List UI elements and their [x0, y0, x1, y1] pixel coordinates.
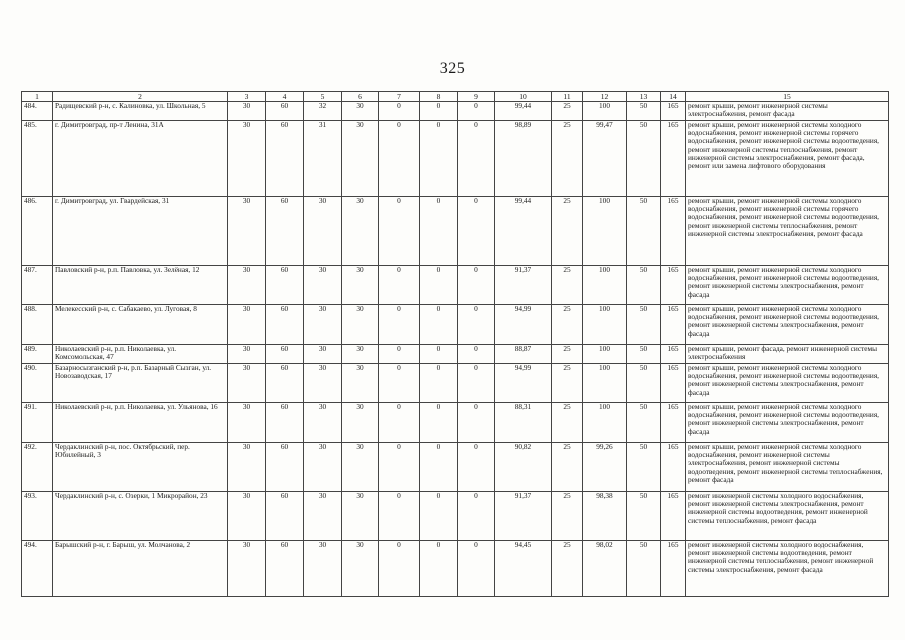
- value-cell-c5: 30: [304, 197, 342, 266]
- value-cell-c9: 0: [458, 197, 495, 266]
- value-cell-c7: 0: [379, 541, 420, 597]
- value-cell-c5: 32: [304, 102, 342, 121]
- value-cell-c14: 165: [661, 121, 686, 197]
- value-cell-c9: 0: [458, 266, 495, 305]
- value-cell-c4: 60: [266, 305, 304, 345]
- table-row: [22, 403, 889, 443]
- col-header-13: 13: [627, 92, 661, 102]
- value-cell-c12: 100: [583, 364, 627, 403]
- col-header-15: 15: [686, 92, 889, 102]
- table-row: [22, 492, 889, 541]
- works-cell: ремонт крыши, ремонт инженерной системы холодного водоснабжения, ремонт инженерной системы водоотведения, ремонт инженерной системы электроснабжения, ремонт фасада: [686, 305, 889, 345]
- works-cell: ремонт крыши, ремонт инженерной системы холодного водоснабжения, ремонт инженерной системы водоотведения, ремонт инженерной системы электроснабжения, ремонт фасада: [686, 266, 889, 305]
- value-cell-c11: 25: [552, 305, 583, 345]
- value-cell-c6: 30: [342, 541, 379, 597]
- value-cell-c10: 99,44: [495, 102, 552, 121]
- value-cell-c7: 0: [379, 364, 420, 403]
- address-cell: Николаевский р-н, р.п. Николаевка, ул. Ульянова, 16: [53, 403, 228, 443]
- value-cell-c4: 60: [266, 403, 304, 443]
- value-cell-c5: 30: [304, 364, 342, 403]
- value-cell-c14: 165: [661, 403, 686, 443]
- works-cell: ремонт крыши, ремонт инженерной системы холодного водоснабжения, ремонт инженерной системы горячего водоснабжения, ремонт инженерной системы водоотведения, ремонт инженерной системы теплоснабжения, ремонт инженерной системы электроснабжения, ремонт фасада, ремонт или замена лифтового оборудования: [686, 121, 889, 197]
- col-header-8: 8: [420, 92, 458, 102]
- works-cell: ремонт крыши, ремонт инженерной системы холодного водоснабжения, ремонт инженерной системы водоотведения, ремонт инженерной системы электроснабжения, ремонт фасада: [686, 364, 889, 403]
- address-cell: Базарносызганский р-н, р.п. Базарный Сызган, ул. Новозаводская, 17: [53, 364, 228, 403]
- value-cell-c3: 30: [228, 345, 266, 364]
- value-cell-c4: 60: [266, 266, 304, 305]
- value-cell-c10: 88,87: [495, 345, 552, 364]
- works-cell: ремонт инженерной системы холодного водоснабжения, ремонт инженерной системы электроснабжения, ремонт инженерной системы водоотведения, ремонт инженерной системы теплоснабжения, ремонт фасада: [686, 492, 889, 541]
- value-cell-c8: 0: [420, 197, 458, 266]
- value-cell-c5: 30: [304, 403, 342, 443]
- col-header-10: 10: [495, 92, 552, 102]
- value-cell-c6: 30: [342, 121, 379, 197]
- table-row: [22, 364, 889, 403]
- value-cell-c6: 30: [342, 492, 379, 541]
- address-cell: Чердаклинский р-н, пос. Октябрьский, пер. Юбилейный, 3: [53, 443, 228, 492]
- value-cell-c13: 50: [627, 102, 661, 121]
- value-cell-c4: 60: [266, 364, 304, 403]
- row-number: 487.: [22, 266, 53, 305]
- row-number: 490.: [22, 364, 53, 403]
- value-cell-c14: 165: [661, 305, 686, 345]
- value-cell-c5: 30: [304, 305, 342, 345]
- page-number: 325: [439, 60, 466, 77]
- table-row: [22, 266, 889, 305]
- works-cell: ремонт крыши, ремонт фасада, ремонт инженерной системы электроснабжения: [686, 345, 889, 364]
- value-cell-c6: 30: [342, 305, 379, 345]
- value-cell-c6: 30: [342, 345, 379, 364]
- value-cell-c12: 100: [583, 305, 627, 345]
- value-cell-c14: 165: [661, 492, 686, 541]
- works-cell: ремонт крыши, ремонт инженерной системы холодного водоснабжения, ремонт инженерной системы горячего водоснабжения, ремонт инженерной системы водоотведения, ремонт инженерной системы теплоснабжения, ремонт инженерной системы электроснабжения, ремонт фасада: [686, 197, 889, 266]
- col-header-9: 9: [458, 92, 495, 102]
- value-cell-c3: 30: [228, 197, 266, 266]
- value-cell-c3: 30: [228, 305, 266, 345]
- value-cell-c12: 100: [583, 102, 627, 121]
- table-row: [22, 443, 889, 492]
- value-cell-c7: 0: [379, 443, 420, 492]
- value-cell-c8: 0: [420, 364, 458, 403]
- works-cell: ремонт крыши, ремонт инженерной системы холодного водоснабжения, ремонт инженерной системы электроснабжения, ремонт инженерной системы водоотведения, ремонт инженерной системы теплоснабжения, ремонт фасада: [686, 443, 889, 492]
- value-cell-c8: 0: [420, 305, 458, 345]
- value-cell-c10: 90,82: [495, 443, 552, 492]
- value-cell-c11: 25: [552, 197, 583, 266]
- value-cell-c8: 0: [420, 443, 458, 492]
- row-number: 485.: [22, 121, 53, 197]
- value-cell-c8: 0: [420, 403, 458, 443]
- value-cell-c14: 165: [661, 364, 686, 403]
- value-cell-c12: 99,47: [583, 121, 627, 197]
- value-cell-c13: 50: [627, 443, 661, 492]
- value-cell-c7: 0: [379, 492, 420, 541]
- value-cell-c10: 91,37: [495, 492, 552, 541]
- value-cell-c9: 0: [458, 541, 495, 597]
- col-header-12: 12: [583, 92, 627, 102]
- value-cell-c10: 88,31: [495, 403, 552, 443]
- col-header-7: 7: [379, 92, 420, 102]
- value-cell-c14: 165: [661, 266, 686, 305]
- value-cell-c4: 60: [266, 492, 304, 541]
- value-cell-c3: 30: [228, 443, 266, 492]
- value-cell-c10: 99,44: [495, 197, 552, 266]
- value-cell-c13: 50: [627, 541, 661, 597]
- row-number: 493.: [22, 492, 53, 541]
- row-number: 492.: [22, 443, 53, 492]
- value-cell-c7: 0: [379, 305, 420, 345]
- value-cell-c11: 25: [552, 345, 583, 364]
- value-cell-c4: 60: [266, 541, 304, 597]
- address-cell: Барышский р-н, г. Барыш, ул. Молчанова, 2: [53, 541, 228, 597]
- row-number: 489.: [22, 345, 53, 364]
- value-cell-c9: 0: [458, 121, 495, 197]
- value-cell-c3: 30: [228, 121, 266, 197]
- row-number: 488.: [22, 305, 53, 345]
- value-cell-c13: 50: [627, 364, 661, 403]
- row-number: 484.: [22, 102, 53, 121]
- value-cell-c8: 0: [420, 541, 458, 597]
- address-cell: Чердаклинский р-н, с. Озерки, 1 Микрорайон, 23: [53, 492, 228, 541]
- value-cell-c8: 0: [420, 345, 458, 364]
- value-cell-c14: 165: [661, 541, 686, 597]
- value-cell-c12: 100: [583, 345, 627, 364]
- table-body: [22, 102, 889, 597]
- value-cell-c6: 30: [342, 266, 379, 305]
- value-cell-c10: 94,99: [495, 364, 552, 403]
- value-cell-c13: 50: [627, 345, 661, 364]
- repair-register-table: [21, 91, 889, 597]
- value-cell-c10: 94,99: [495, 305, 552, 345]
- col-header-5: 5: [304, 92, 342, 102]
- col-header-11: 11: [552, 92, 583, 102]
- value-cell-c9: 0: [458, 364, 495, 403]
- value-cell-c9: 0: [458, 102, 495, 121]
- works-cell: ремонт крыши, ремонт инженерной системы холодного водоснабжения, ремонт инженерной системы водоотведения, ремонт инженерной системы электроснабжения, ремонт фасада: [686, 403, 889, 443]
- value-cell-c7: 0: [379, 266, 420, 305]
- value-cell-c3: 30: [228, 403, 266, 443]
- value-cell-c7: 0: [379, 121, 420, 197]
- value-cell-c9: 0: [458, 443, 495, 492]
- value-cell-c7: 0: [379, 345, 420, 364]
- value-cell-c6: 30: [342, 443, 379, 492]
- value-cell-c10: 94,45: [495, 541, 552, 597]
- value-cell-c14: 165: [661, 102, 686, 121]
- value-cell-c3: 30: [228, 541, 266, 597]
- value-cell-c12: 98,02: [583, 541, 627, 597]
- value-cell-c5: 30: [304, 443, 342, 492]
- value-cell-c3: 30: [228, 102, 266, 121]
- value-cell-c7: 0: [379, 403, 420, 443]
- value-cell-c11: 25: [552, 364, 583, 403]
- value-cell-c11: 25: [552, 102, 583, 121]
- value-cell-c11: 25: [552, 443, 583, 492]
- col-header-2: 2: [53, 92, 228, 102]
- value-cell-c3: 30: [228, 492, 266, 541]
- address-cell: Николаевский р-н, р.п. Николаевка, ул. Комсомольская, 47: [53, 345, 228, 364]
- value-cell-c12: 100: [583, 403, 627, 443]
- row-number: 491.: [22, 403, 53, 443]
- address-cell: Павловский р-н, р.п. Павловка, ул. Зелёная, 12: [53, 266, 228, 305]
- value-cell-c5: 30: [304, 345, 342, 364]
- address-cell: г. Димитровград, пр-т Ленина, 31А: [53, 121, 228, 197]
- value-cell-c10: 91,37: [495, 266, 552, 305]
- address-cell: г. Димитровград, ул. Гвардейская, 31: [53, 197, 228, 266]
- value-cell-c13: 50: [627, 197, 661, 266]
- value-cell-c6: 30: [342, 102, 379, 121]
- value-cell-c12: 98,38: [583, 492, 627, 541]
- address-cell: Радищевский р-н, с. Калиновка, ул. Школьная, 5: [53, 102, 228, 121]
- value-cell-c12: 100: [583, 197, 627, 266]
- value-cell-c11: 25: [552, 541, 583, 597]
- value-cell-c8: 0: [420, 492, 458, 541]
- value-cell-c14: 165: [661, 197, 686, 266]
- value-cell-c3: 30: [228, 364, 266, 403]
- table-row: [22, 197, 889, 266]
- value-cell-c5: 30: [304, 266, 342, 305]
- value-cell-c4: 60: [266, 197, 304, 266]
- value-cell-c13: 50: [627, 403, 661, 443]
- row-number: 486.: [22, 197, 53, 266]
- value-cell-c4: 60: [266, 102, 304, 121]
- value-cell-c5: 30: [304, 492, 342, 541]
- row-number: 494.: [22, 541, 53, 597]
- table-row: [22, 541, 889, 597]
- table-row: [22, 305, 889, 345]
- value-cell-c4: 60: [266, 443, 304, 492]
- value-cell-c6: 30: [342, 364, 379, 403]
- value-cell-c7: 0: [379, 197, 420, 266]
- value-cell-c9: 0: [458, 345, 495, 364]
- value-cell-c6: 30: [342, 197, 379, 266]
- value-cell-c11: 25: [552, 492, 583, 541]
- value-cell-c5: 31: [304, 121, 342, 197]
- value-cell-c14: 165: [661, 345, 686, 364]
- col-header-6: 6: [342, 92, 379, 102]
- value-cell-c3: 30: [228, 266, 266, 305]
- value-cell-c9: 0: [458, 305, 495, 345]
- address-cell: Мелекесский р-н, с. Сабакаево, ул. Луговая, 8: [53, 305, 228, 345]
- value-cell-c11: 25: [552, 403, 583, 443]
- value-cell-c12: 99,26: [583, 443, 627, 492]
- value-cell-c13: 50: [627, 492, 661, 541]
- col-header-4: 4: [266, 92, 304, 102]
- table-row: [22, 102, 889, 121]
- value-cell-c7: 0: [379, 102, 420, 121]
- value-cell-c8: 0: [420, 102, 458, 121]
- value-cell-c10: 98,89: [495, 121, 552, 197]
- value-cell-c4: 60: [266, 121, 304, 197]
- col-header-1: 1: [22, 92, 53, 102]
- value-cell-c13: 50: [627, 266, 661, 305]
- value-cell-c9: 0: [458, 403, 495, 443]
- value-cell-c6: 30: [342, 403, 379, 443]
- col-header-14: 14: [661, 92, 686, 102]
- value-cell-c8: 0: [420, 266, 458, 305]
- value-cell-c13: 50: [627, 121, 661, 197]
- table-row: [22, 121, 889, 197]
- col-header-3: 3: [228, 92, 266, 102]
- table-row: [22, 345, 889, 364]
- value-cell-c14: 165: [661, 443, 686, 492]
- value-cell-c11: 25: [552, 266, 583, 305]
- value-cell-c9: 0: [458, 492, 495, 541]
- value-cell-c8: 0: [420, 121, 458, 197]
- value-cell-c11: 25: [552, 121, 583, 197]
- value-cell-c13: 50: [627, 305, 661, 345]
- works-cell: ремонт крыши, ремонт инженерной системы электроснабжения, ремонт фасада: [686, 102, 889, 121]
- value-cell-c4: 60: [266, 345, 304, 364]
- works-cell: ремонт инженерной системы холодного водоснабжения, ремонт инженерной системы водоотведения, ремонт инженерной системы теплоснабжения, ремонт инженерной системы электроснабжения, ремонт фасада: [686, 541, 889, 597]
- header-row: [22, 92, 889, 102]
- value-cell-c5: 30: [304, 541, 342, 597]
- value-cell-c12: 100: [583, 266, 627, 305]
